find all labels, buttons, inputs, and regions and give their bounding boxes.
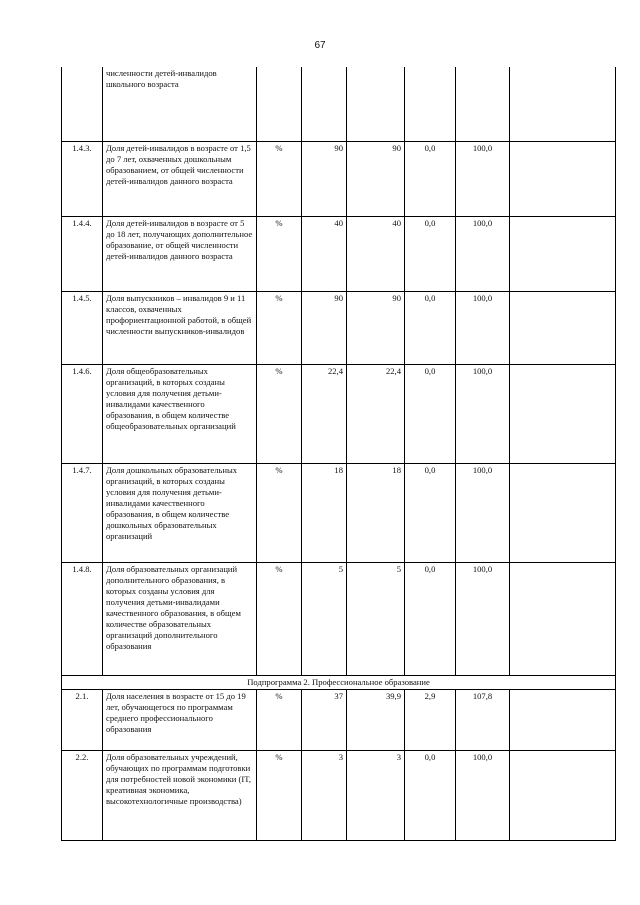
table-row: [62, 291, 616, 364]
cell-percent: 100,0: [456, 291, 510, 364]
cell-fact: 5: [347, 562, 405, 675]
cell-note: [510, 364, 616, 463]
table-row: [62, 463, 616, 562]
cell-plan: 5: [302, 562, 347, 675]
cell-unit: %: [257, 291, 302, 364]
cell-unit: %: [257, 141, 302, 216]
cell-indicator: Доля выпускников – инвалидов 9 и 11 классов, охваченных профориентационной работой, в общей численности выпускников-инвалидов: [103, 291, 257, 364]
cell-unit: %: [257, 750, 302, 840]
table-row: [62, 216, 616, 291]
cell-num: 2.1.: [62, 689, 103, 750]
cell-deviation: 0,0: [405, 364, 456, 463]
cell-plan: 90: [302, 291, 347, 364]
cell-num: 1.4.8.: [62, 562, 103, 675]
cell-note: [510, 750, 616, 840]
cell-percent: 100,0: [456, 750, 510, 840]
cell-plan: 37: [302, 689, 347, 750]
cell-plan: 40: [302, 216, 347, 291]
cell-unit: [257, 67, 302, 141]
cell-indicator: численности детей-инвалидов школьного возраста: [103, 67, 257, 141]
cell-note: [510, 141, 616, 216]
cell-deviation: 0,0: [405, 216, 456, 291]
section-header-row: [62, 675, 616, 689]
cell-note: [510, 463, 616, 562]
cell-plan: 3: [302, 750, 347, 840]
cell-deviation: 0,0: [405, 141, 456, 216]
cell-plan: [302, 67, 347, 141]
cell-deviation: 0,0: [405, 750, 456, 840]
cell-fact: 39,9: [347, 689, 405, 750]
cell-plan: 90: [302, 141, 347, 216]
cell-fact: [347, 67, 405, 141]
cell-percent: 100,0: [456, 463, 510, 562]
section-title: Подпрограмма 2. Профессиональное образование: [62, 675, 616, 689]
table-row-continued: [62, 67, 616, 141]
cell-note: [510, 562, 616, 675]
cell-num: 1.4.3.: [62, 141, 103, 216]
cell-deviation: [405, 67, 456, 141]
cell-percent: 100,0: [456, 562, 510, 675]
cell-unit: %: [257, 216, 302, 291]
cell-note: [510, 689, 616, 750]
cell-indicator: Доля образовательных учреждений, обучающих по программам подготовки для потребностей новой экономики (IT, креативная экономика, высокотехнологичные производства): [103, 750, 257, 840]
cell-num: 2.2.: [62, 750, 103, 840]
cell-plan: 18: [302, 463, 347, 562]
table-row: [62, 562, 616, 675]
cell-indicator: Доля детей-инвалидов в возрасте от 5 до 18 лет, получающих дополнительное образование, от общей численности детей-инвалидов данного возраста: [103, 216, 257, 291]
cell-percent: 100,0: [456, 216, 510, 291]
cell-unit: %: [257, 463, 302, 562]
cell-indicator: Доля образовательных организаций дополнительного образования, в которых созданы условия для получения детьми-инвалидами качественного образования, в общем количестве образовательных организаций дополнительного образования: [103, 562, 257, 675]
cell-indicator: Доля детей-инвалидов в возрасте от 1,5 до 7 лет, охваченных дошкольным образованием, от общей численности детей-инвалидов данного возраста: [103, 141, 257, 216]
cell-indicator: Доля населения в возрасте от 15 до 19 лет, обучающегося по программам среднего профессионального образования: [103, 689, 257, 750]
cell-indicator: Доля дошкольных образовательных организаций, в которых созданы условия для получения детьми-инвалидами качественного образования, в общем количестве дошкольных образовательных организаций: [103, 463, 257, 562]
cell-unit: %: [257, 364, 302, 463]
table-row: [62, 750, 616, 840]
cell-unit: %: [257, 689, 302, 750]
cell-note: [510, 291, 616, 364]
cell-num: 1.4.7.: [62, 463, 103, 562]
cell-percent: [456, 67, 510, 141]
table-row: [62, 364, 616, 463]
table-row: [62, 689, 616, 750]
cell-indicator: Доля общеобразовательных организаций, в которых созданы условия для получения детьми-инвалидами качественного образования, в общем количестве общеобразовательных организаций: [103, 364, 257, 463]
cell-percent: 100,0: [456, 141, 510, 216]
cell-deviation: 0,0: [405, 463, 456, 562]
table-row: [62, 141, 616, 216]
cell-fact: 90: [347, 291, 405, 364]
cell-num: 1.4.4.: [62, 216, 103, 291]
cell-deviation: 2,9: [405, 689, 456, 750]
page-number: 67: [314, 40, 326, 51]
cell-num: 1.4.5.: [62, 291, 103, 364]
indicators-table: [61, 67, 616, 841]
cell-deviation: 0,0: [405, 291, 456, 364]
cell-num: [62, 67, 103, 141]
cell-fact: 3: [347, 750, 405, 840]
cell-fact: 90: [347, 141, 405, 216]
cell-unit: %: [257, 562, 302, 675]
cell-percent: 107,8: [456, 689, 510, 750]
cell-percent: 100,0: [456, 364, 510, 463]
cell-fact: 22,4: [347, 364, 405, 463]
cell-fact: 40: [347, 216, 405, 291]
cell-num: 1.4.6.: [62, 364, 103, 463]
cell-plan: 22,4: [302, 364, 347, 463]
cell-deviation: 0,0: [405, 562, 456, 675]
cell-note: [510, 67, 616, 141]
cell-note: [510, 216, 616, 291]
cell-fact: 18: [347, 463, 405, 562]
